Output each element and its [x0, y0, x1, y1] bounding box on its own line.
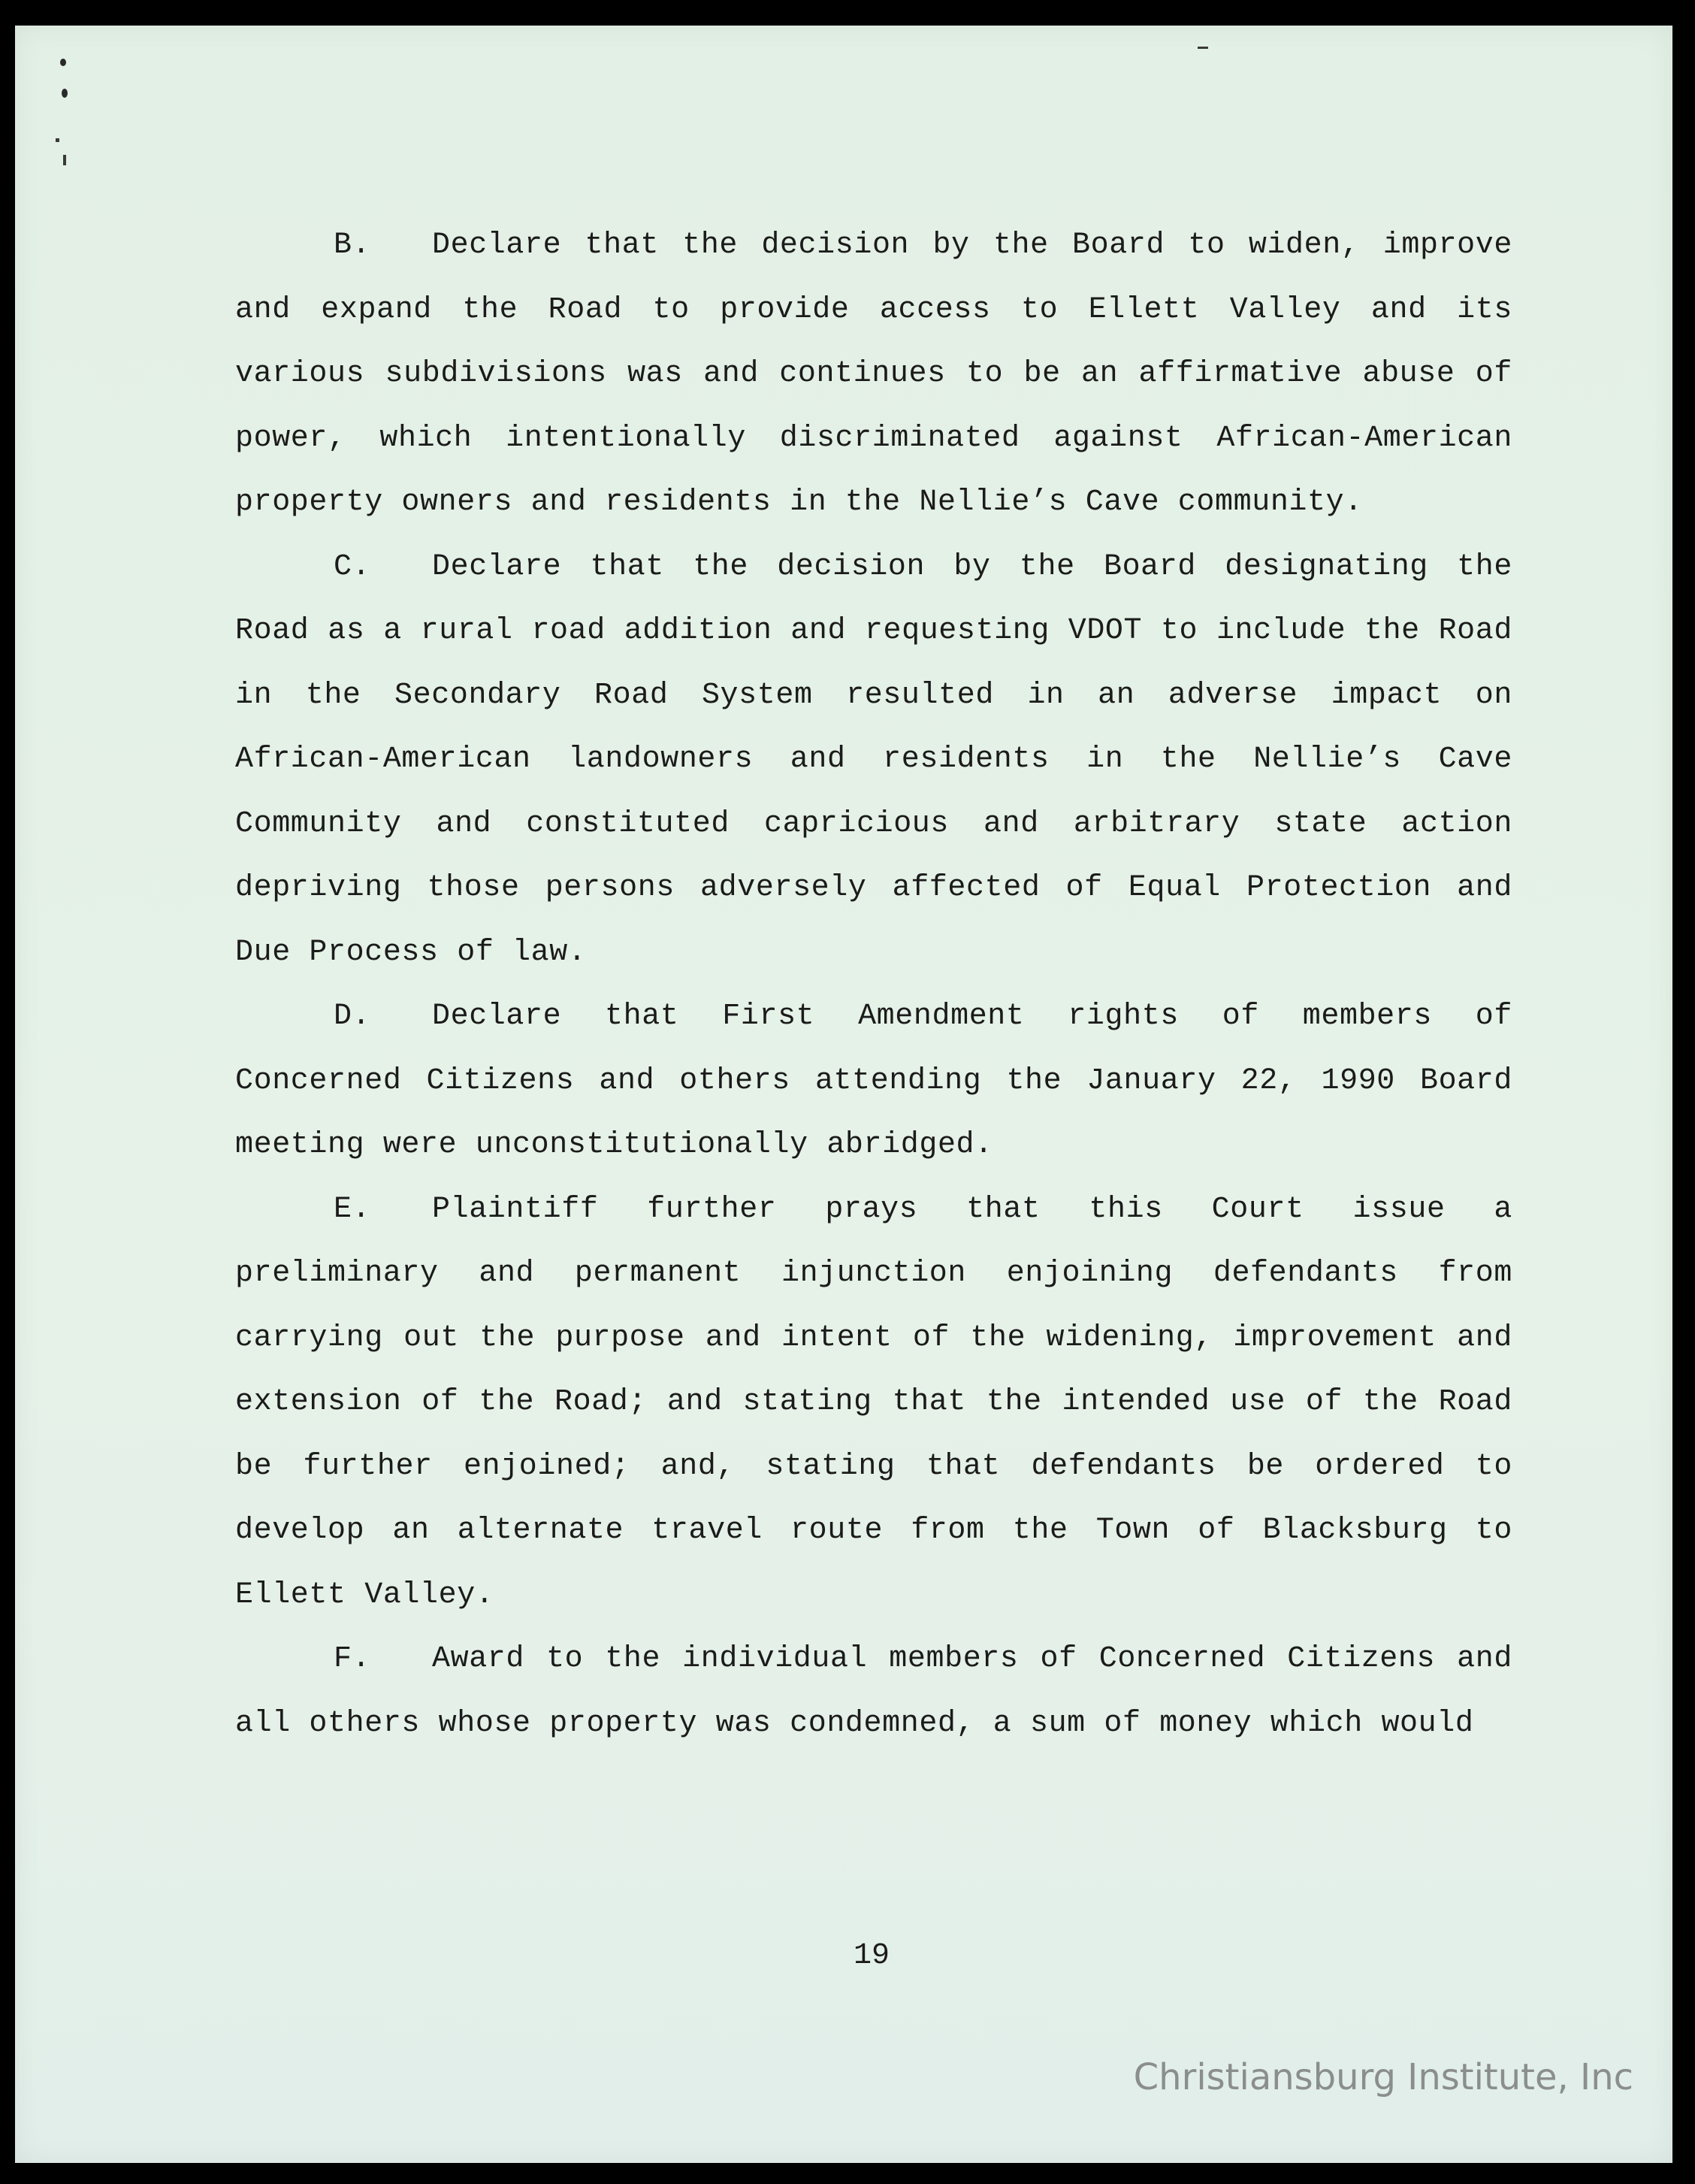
- body-text: [235, 213, 1512, 1756]
- paragraph-label: E.: [334, 1192, 371, 1227]
- paragraph-c: [235, 535, 1512, 985]
- paragraph-f: [235, 1627, 1512, 1756]
- punch-mark: [62, 89, 68, 98]
- paragraph-label: D.: [334, 1000, 371, 1033]
- scan-speck: [63, 155, 66, 165]
- paragraph-text: Award to the individual members of Concerned Citizens and all others whose property was condemned, a sum of money which would: [235, 1642, 1512, 1741]
- paragraph-text: Declare that the decision by the Board to widen, improve and expand the Road to provide access to Ellett Valley and its various subdivisions was and continues to be an affirmative abuse of power, which intentionally discriminated against African-American property owners and residents in the Nellie’s Cave community.: [235, 228, 1512, 519]
- paragraph-text: Declare that First Amendment rights of members of Concerned Citizens and others attending the January 22, 1990 Board meeting were unconstitutionally abridged.: [235, 1000, 1512, 1162]
- paragraph-label: C.: [334, 549, 371, 584]
- paragraph-b: [235, 213, 1512, 535]
- watermark: Christiansburg Institute, Inc: [1133, 2056, 1633, 2098]
- paragraph-label: F.: [334, 1642, 371, 1676]
- paragraph-d: [235, 985, 1512, 1178]
- document-page: [15, 26, 1672, 2163]
- page-number: 19: [853, 1939, 890, 1973]
- paragraph-text: Declare that the decision by the Board designating the Road as a rural road addition and requesting VDOT to include the Road in the Secondary Road System resulted in an adverse impact on African-American landowners and residents in the Nellie’s Cave Community and constituted capricious and arbitrary state action depriving those persons adversely affected of Equal Protection and Due Process of law.: [235, 549, 1512, 969]
- scan-speck: [1198, 47, 1208, 49]
- paragraph-text: Plaintiff further prays that this Court issue a preliminary and permanent injunction enjoining defendants from carrying out the purpose and intent of the widening, improvement and extension of the Road; and stating that the intended use of the Road be further enjoined; and, stating that defendants be ordered to develop an alternate travel route from the Town of Blacksburg to Ellett Valley.: [235, 1192, 1512, 1612]
- paragraph-label: B.: [334, 228, 371, 262]
- scan-speck: [56, 138, 59, 142]
- paragraph-e: [235, 1178, 1512, 1628]
- punch-mark: [60, 59, 66, 66]
